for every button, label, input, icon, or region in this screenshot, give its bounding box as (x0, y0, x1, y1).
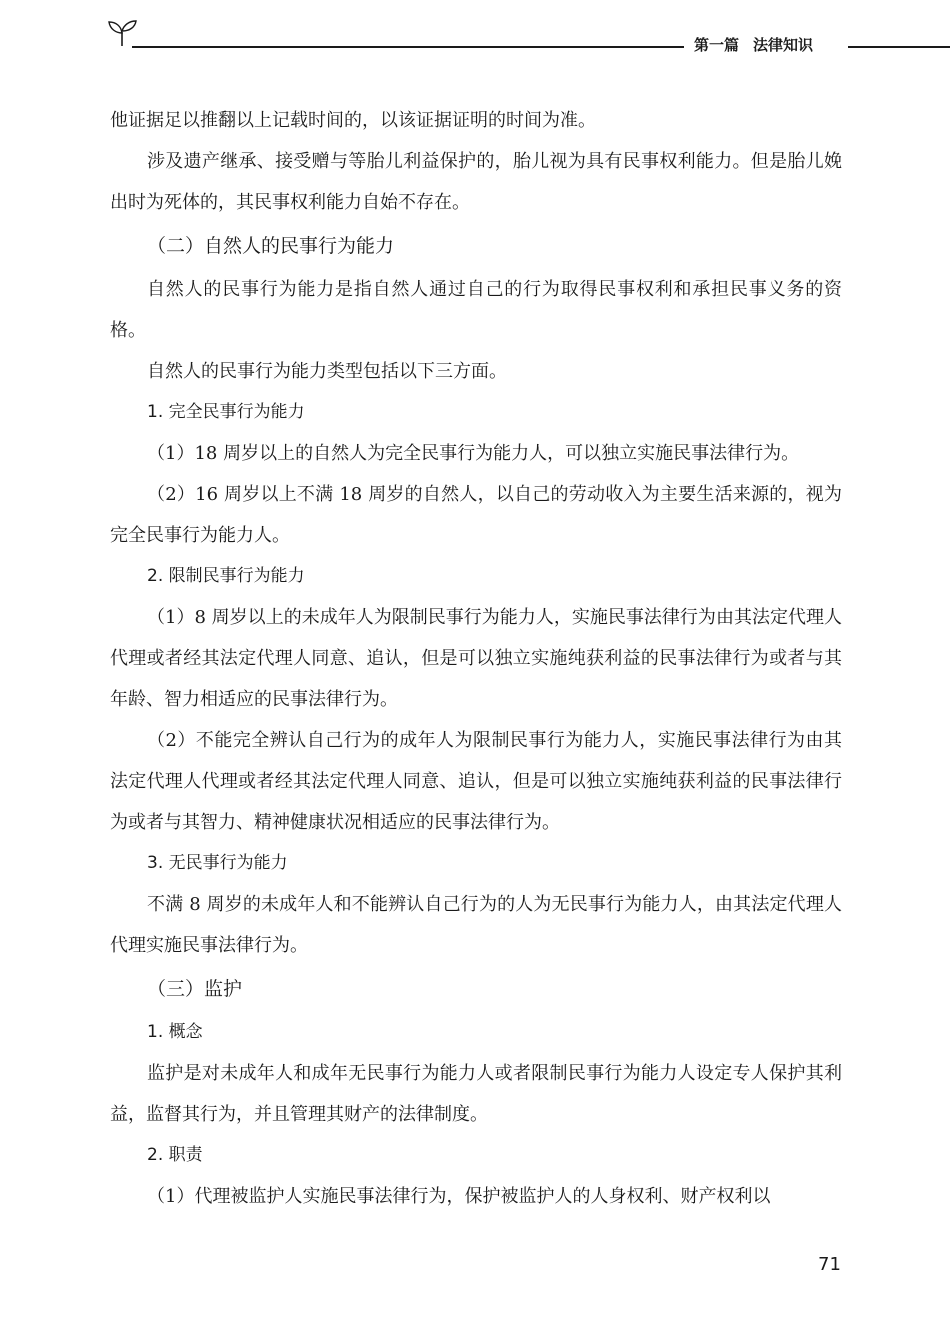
section-heading: （三）监护 (147, 978, 243, 1000)
subsection-heading: 1. 概念 (147, 1022, 203, 1042)
page-body (110, 100, 842, 1217)
section-heading: （二）自然人的民事行为能力 (147, 235, 395, 257)
paragraph: （1）18 周岁以上的自然人为完全民事行为能力人，可以独立实施民事法律行为。 (147, 443, 800, 464)
subsection-heading: 1. 完全民事行为能力 (147, 402, 305, 422)
subsection-heading: 3. 无民事行为能力 (147, 853, 288, 873)
header-rule-right (848, 46, 950, 48)
paragraph: （1）8 周岁以上的未成年人为限制民事行为能力人，实施民事法律行为由其法定代理人代理或者经其法定代理人同意、追认，但是可以独立实施纯获利益的民事法律行为或者与其年龄、智力相适应的民事法律行为。 (110, 607, 842, 710)
chapter-title (694, 34, 813, 55)
paragraph: 监护是对未成年人和成年无民事行为能力人或者限制民事行为能力人设定专人保护其利益，监督其行为，并且管理其财产的法律制度。 (110, 1063, 842, 1125)
paragraph: （1）代理被监护人实施民事法律行为，保护被监护人的人身权利、财产权利以 (147, 1186, 771, 1207)
paragraph: 他证据足以推翻以上记载时间的，以该证据证明的时间为准。 (110, 110, 596, 131)
page-header (0, 0, 950, 60)
chapter-name: 法律知识 (753, 36, 814, 54)
paragraph: （2）不能完全辨认自己行为的成年人为限制民事行为能力人，实施民事法律行为由其法定代理人代理或者经其法定代理人同意、追认，但是可以独立实施纯获利益的民事法律行为或者与其智力、精神健康状况相适应的民事法律行为。 (110, 730, 842, 833)
page-number: 71 (818, 1254, 841, 1275)
paragraph: 涉及遗产继承、接受赠与等胎儿利益保护的，胎儿视为具有民事权利能力。但是胎儿娩出时为死体的，其民事权利能力自始不存在。 (110, 151, 842, 213)
chapter-part: 第一篇 (694, 36, 740, 54)
sprout-icon (106, 16, 138, 48)
paragraph: 不满 8 周岁的未成年人和不能辨认自己行为的人为无民事行为能力人，由其法定代理人代理实施民事法律行为。 (110, 894, 842, 956)
header-rule-left (132, 46, 684, 48)
subsection-heading: 2. 限制民事行为能力 (147, 566, 305, 586)
paragraph: 自然人的民事行为能力类型包括以下三方面。 (147, 361, 507, 382)
paragraph: （2）16 周岁以上不满 18 周岁的自然人，以自己的劳动收入为主要生活来源的，视为完全民事行为能力人。 (110, 484, 842, 546)
subsection-heading: 2. 职责 (147, 1145, 203, 1165)
paragraph: 自然人的民事行为能力是指自然人通过自己的行为取得民事权利和承担民事义务的资格。 (110, 279, 842, 341)
